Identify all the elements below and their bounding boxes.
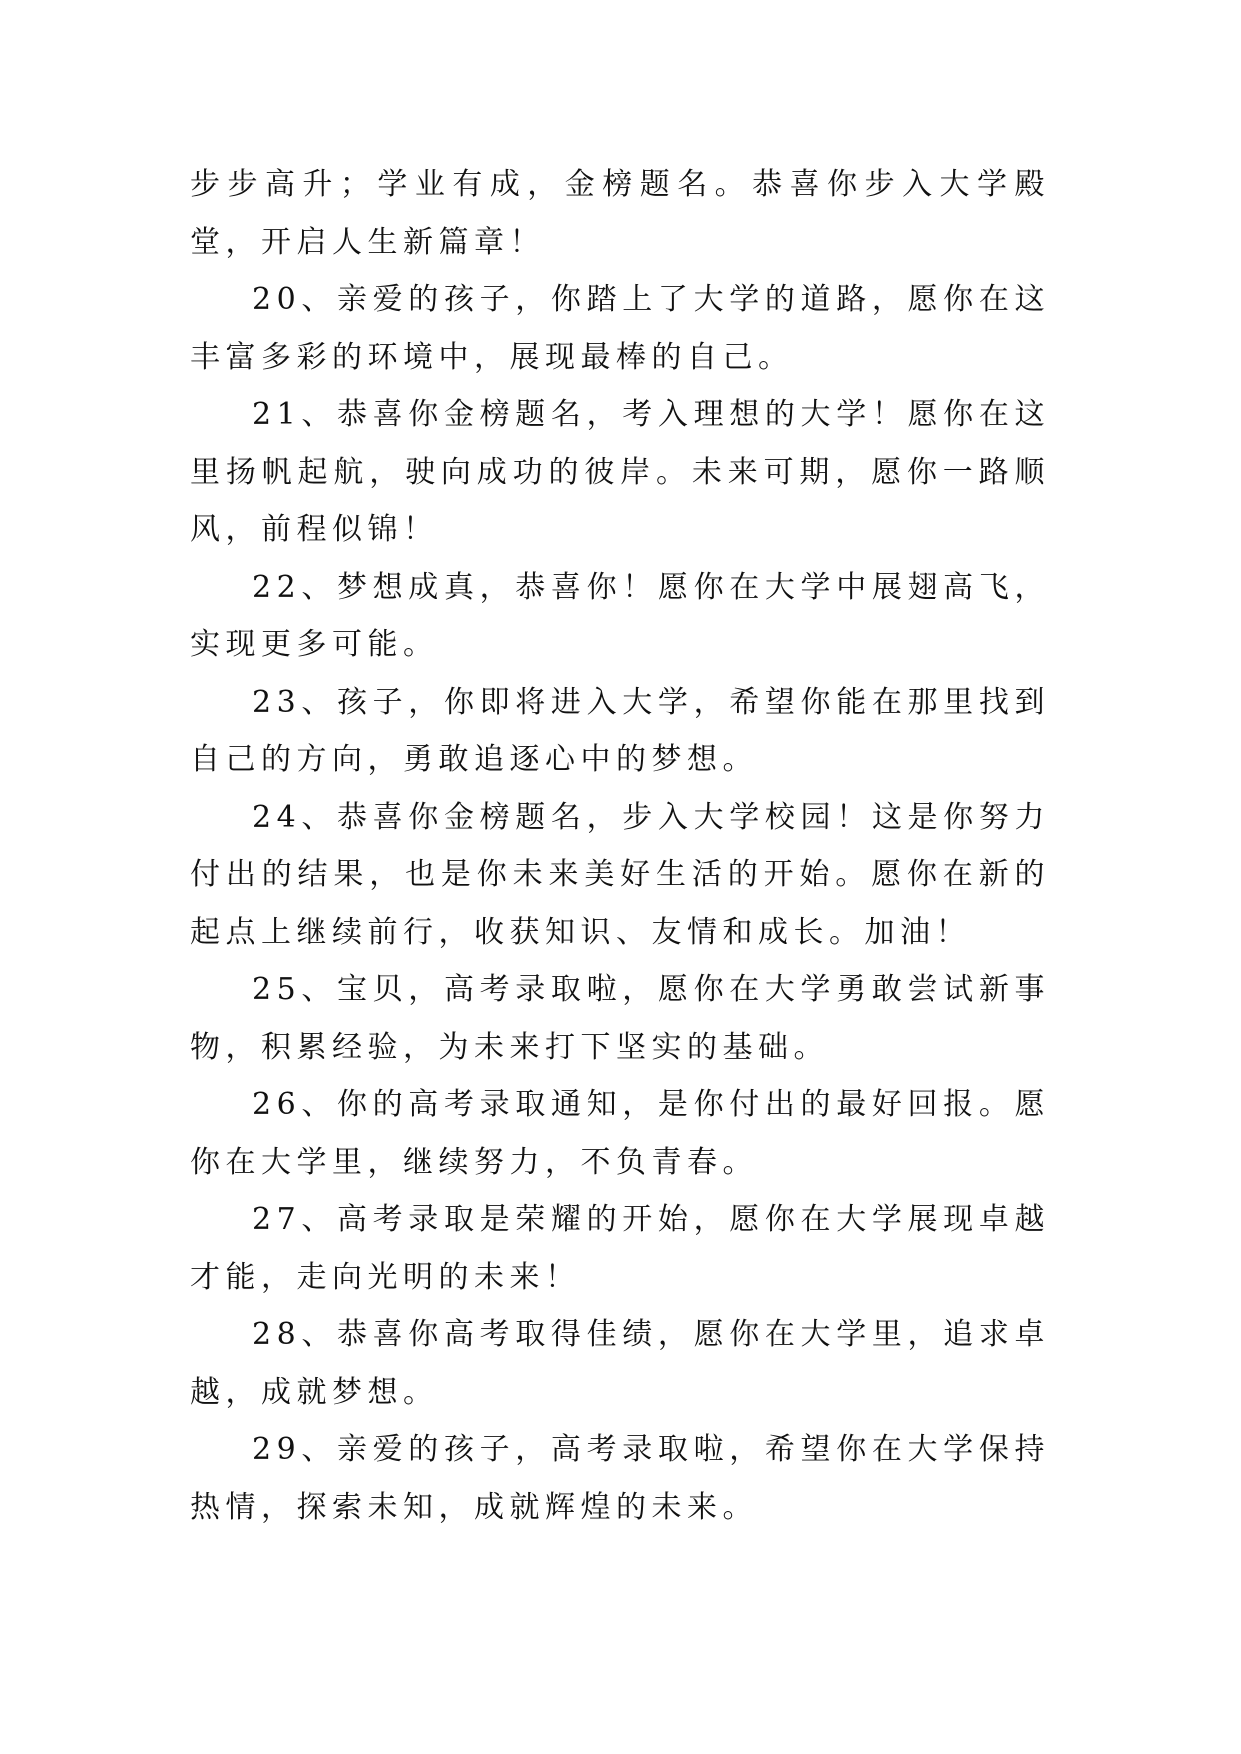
paragraph-25: 25、宝贝，高考录取啦，愿你在大学勇敢尝试新事物，积累经验，为未来打下坚实的基础。 bbox=[190, 972, 1050, 1065]
paragraph-24: 24、恭喜你金榜题名，步入大学校园！这是你努力付出的结果，也是你未来美好生活的开始。愿你在新的起点上继续前行，收获知识、友情和成长。加油！ bbox=[190, 799, 1050, 950]
document-body bbox=[190, 156, 1050, 1536]
paragraph-28: 28、恭喜你高考取得佳绩，愿你在大学里，追求卓越，成就梦想。 bbox=[190, 1317, 1050, 1410]
paragraph-continuation: 步步高升；学业有成，金榜题名。恭喜你步入大学殿堂，开启人生新篇章！ bbox=[190, 167, 1050, 260]
paragraph-21: 21、恭喜你金榜题名，考入理想的大学！愿你在这里扬帆起航，驶向成功的彼岸。未来可期，愿你一路顺风，前程似锦！ bbox=[190, 397, 1050, 547]
paragraph-23: 23、孩子，你即将进入大学，希望你能在那里找到自己的方向，勇敢追逐心中的梦想。 bbox=[190, 684, 1050, 777]
paragraph-22: 22、梦想成真，恭喜你！愿你在大学中展翅高飞，实现更多可能。 bbox=[190, 569, 1050, 662]
paragraph-29: 29、亲爱的孩子，高考录取啦，希望你在大学保持热情，探索未知，成就辉煌的未来。 bbox=[190, 1432, 1050, 1525]
paragraph-26: 26、你的高考录取通知，是你付出的最好回报。愿你在大学里，继续努力，不负青春。 bbox=[190, 1087, 1050, 1180]
paragraph-27: 27、高考录取是荣耀的开始，愿你在大学展现卓越才能，走向光明的未来！ bbox=[190, 1202, 1050, 1295]
paragraph-20: 20、亲爱的孩子，你踏上了大学的道路，愿你在这丰富多彩的环境中，展现最棒的自己。 bbox=[190, 282, 1050, 375]
